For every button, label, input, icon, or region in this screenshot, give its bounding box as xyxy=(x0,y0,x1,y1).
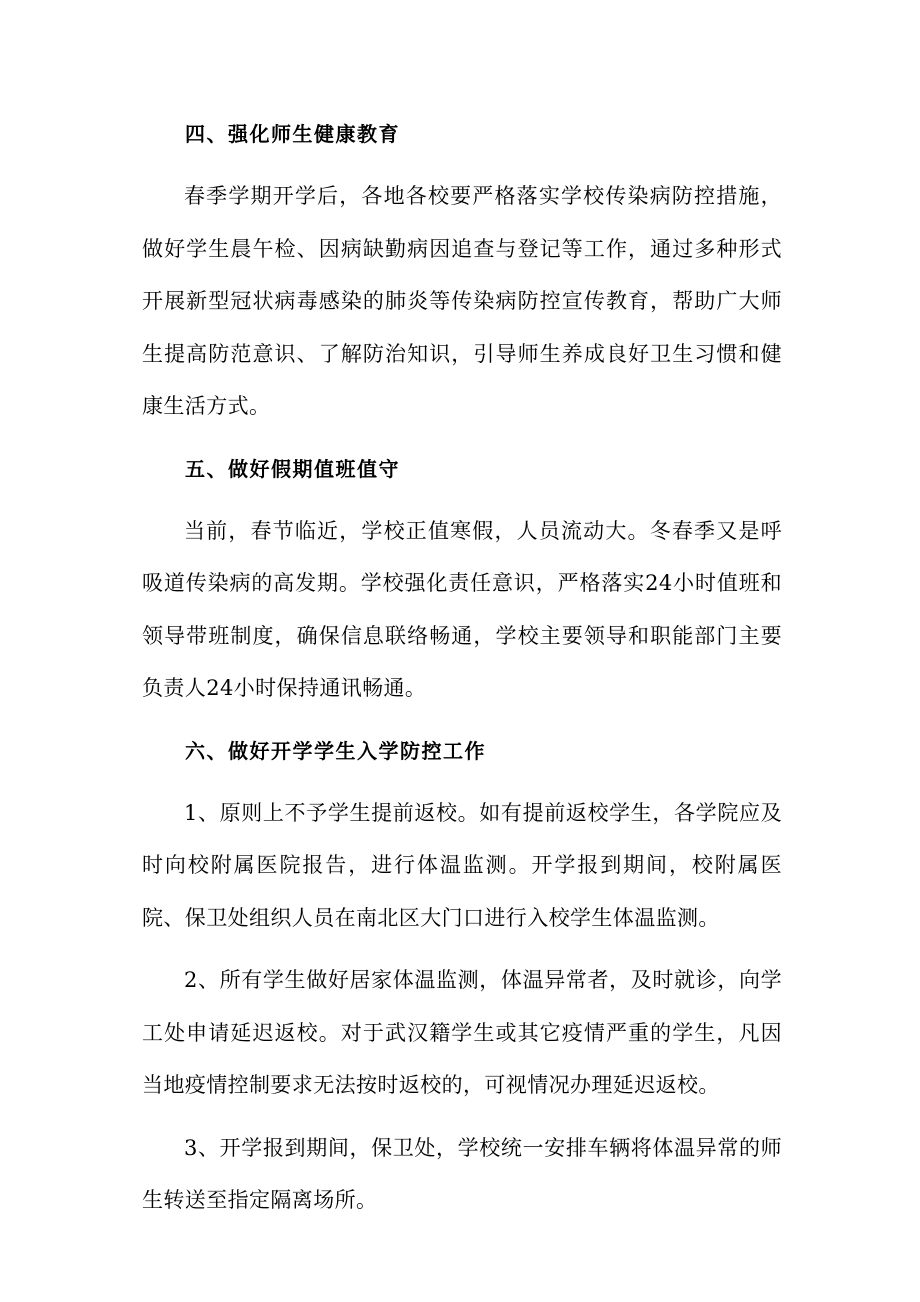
section-heading: 四、强化师生健康教育 xyxy=(185,122,400,146)
paragraph: 1、原则上不予学生提前返校。如有提前返校学生，各学院应及时向校附属医院报告，进行体温监测。开学报到期间，校附属医院、保卫处组织人员在南北区大门口进行入校学生体温监测。 xyxy=(142,800,782,930)
section-heading: 五、做好假期值班值守 xyxy=(185,456,400,481)
paragraph: 春季学期开学后，各地各校要严格落实学校传染病防控措施，做好学生晨午检、因病缺勤病因追查与登记等工作，通过多种形式开展新型冠状病毒感染的肺炎等传染病防控宣传教育，帮助广大师生提高防范意识、了解防治知识，引导师生养成良好卫生习惯和健康生活方式。 xyxy=(142,184,782,418)
paragraph: 2、所有学生做好居家体温监测，体温异常者，及时就诊，向学工处申请延迟返校。对于武汉籍学生或其它疫情严重的学生，凡因当地疫情控制要求无法按时返校的，可视情况办理延迟返校。 xyxy=(142,968,782,1097)
section-health-education xyxy=(142,108,782,443)
paragraph: 3、开学报到期间，保卫处，学校统一安排车辆将体温异常的师生转送至指定隔离场所。 xyxy=(142,1135,782,1212)
paragraph: 当前，春节临近，学校正值寒假，人员流动大。冬春季又是呼吸道传染病的高发期。学校强化责任意识，严格落实24小时值班和领导带班制度，确保信息联络畅通，学校主要领导和职能部门主要负责人24小时保持通讯畅通。 xyxy=(142,518,782,700)
document-body xyxy=(142,108,782,1227)
section-heading: 六、做好开学学生入学防控工作 xyxy=(185,738,486,763)
section-enrollment-prevention xyxy=(142,725,782,1227)
section-holiday-duty xyxy=(142,443,782,725)
